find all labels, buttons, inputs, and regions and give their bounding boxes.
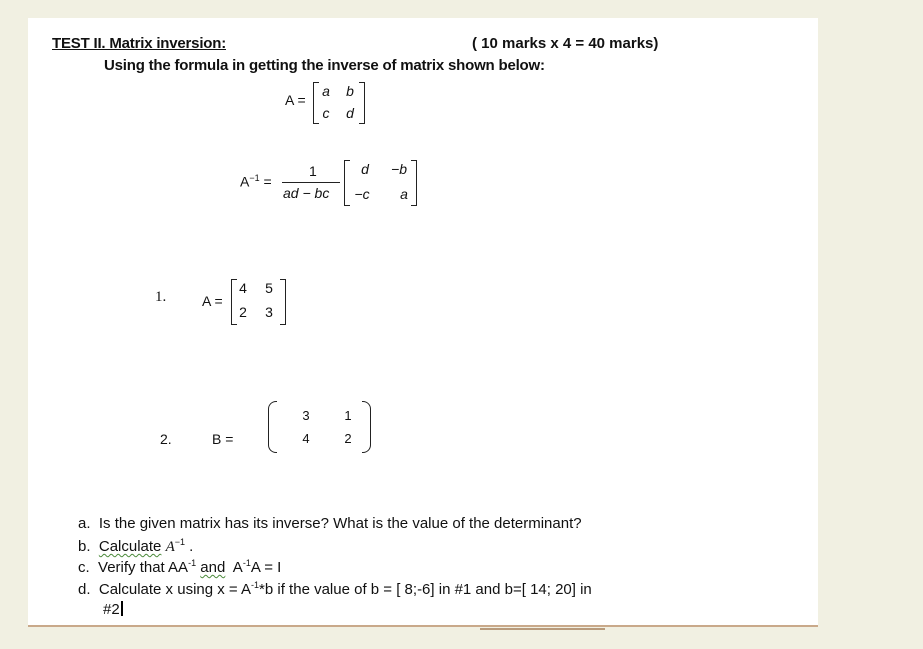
- matrix-cell: 4: [239, 280, 247, 296]
- matrix-cell: −c: [354, 186, 370, 202]
- marks-allocation: ( 10 marks x 4 = 40 marks): [472, 35, 659, 52]
- fraction-denominator: ad − bc: [283, 185, 330, 201]
- matrix-cell: 4: [302, 431, 310, 446]
- question-a: a. Is the given matrix has its inverse? What is the value of the determinant?: [78, 515, 582, 532]
- inverse-label: $A^{-1}$ =: [240, 173, 272, 190]
- right-bracket: [411, 160, 417, 206]
- page-bottom-border-secondary: [480, 628, 605, 630]
- matrix-label: A =: [202, 293, 223, 309]
- instruction-text: Using the formula in getting the inverse of matrix shown below:: [104, 57, 545, 74]
- problem-number: 2.: [160, 431, 172, 447]
- matrix-cell: b: [346, 83, 354, 99]
- right-bracket: [359, 82, 365, 124]
- question-d: d. Calculate x using $x = A^{-1}*b$ if the value of b = [ 8;-6] in #1 and b=[ 14; 20] in: [78, 580, 592, 598]
- text-cursor: [121, 601, 123, 616]
- matrix-cell: 2: [239, 304, 247, 320]
- question-c: c. Verify that $AA^{-1}$ and $A^{-1}A = I$: [78, 558, 282, 576]
- formula-A-label: A =: [285, 92, 306, 108]
- page-bottom-border: [28, 625, 818, 627]
- matrix-cell: a: [322, 83, 330, 99]
- right-bracket: [280, 279, 286, 325]
- fraction-numerator: 1: [309, 163, 317, 179]
- matrix-label: B =: [212, 431, 234, 447]
- document-page: [28, 18, 818, 626]
- matrix-cell: 5: [265, 280, 273, 296]
- fraction-bar: [282, 182, 340, 183]
- matrix-cell: c: [322, 105, 330, 121]
- matrix-cell: 3: [302, 408, 310, 423]
- right-bracket: [362, 401, 371, 453]
- question-d-continuation[interactable]: #2: [103, 601, 123, 618]
- matrix-cell: 1: [344, 408, 352, 423]
- matrix-cell: d: [346, 105, 354, 121]
- matrix-cell: 2: [344, 431, 352, 446]
- matrix-cell: 3: [265, 304, 273, 320]
- test-title: TEST II. Matrix inversion:: [52, 35, 227, 52]
- matrix-cell: d: [361, 161, 369, 177]
- matrix-cell: a: [400, 186, 408, 202]
- question-b: b. Calculate $A^{-1}$ .: [78, 537, 194, 555]
- problem-number: 1.: [155, 289, 167, 305]
- left-bracket: [268, 401, 277, 453]
- matrix-cell: −b: [391, 161, 407, 177]
